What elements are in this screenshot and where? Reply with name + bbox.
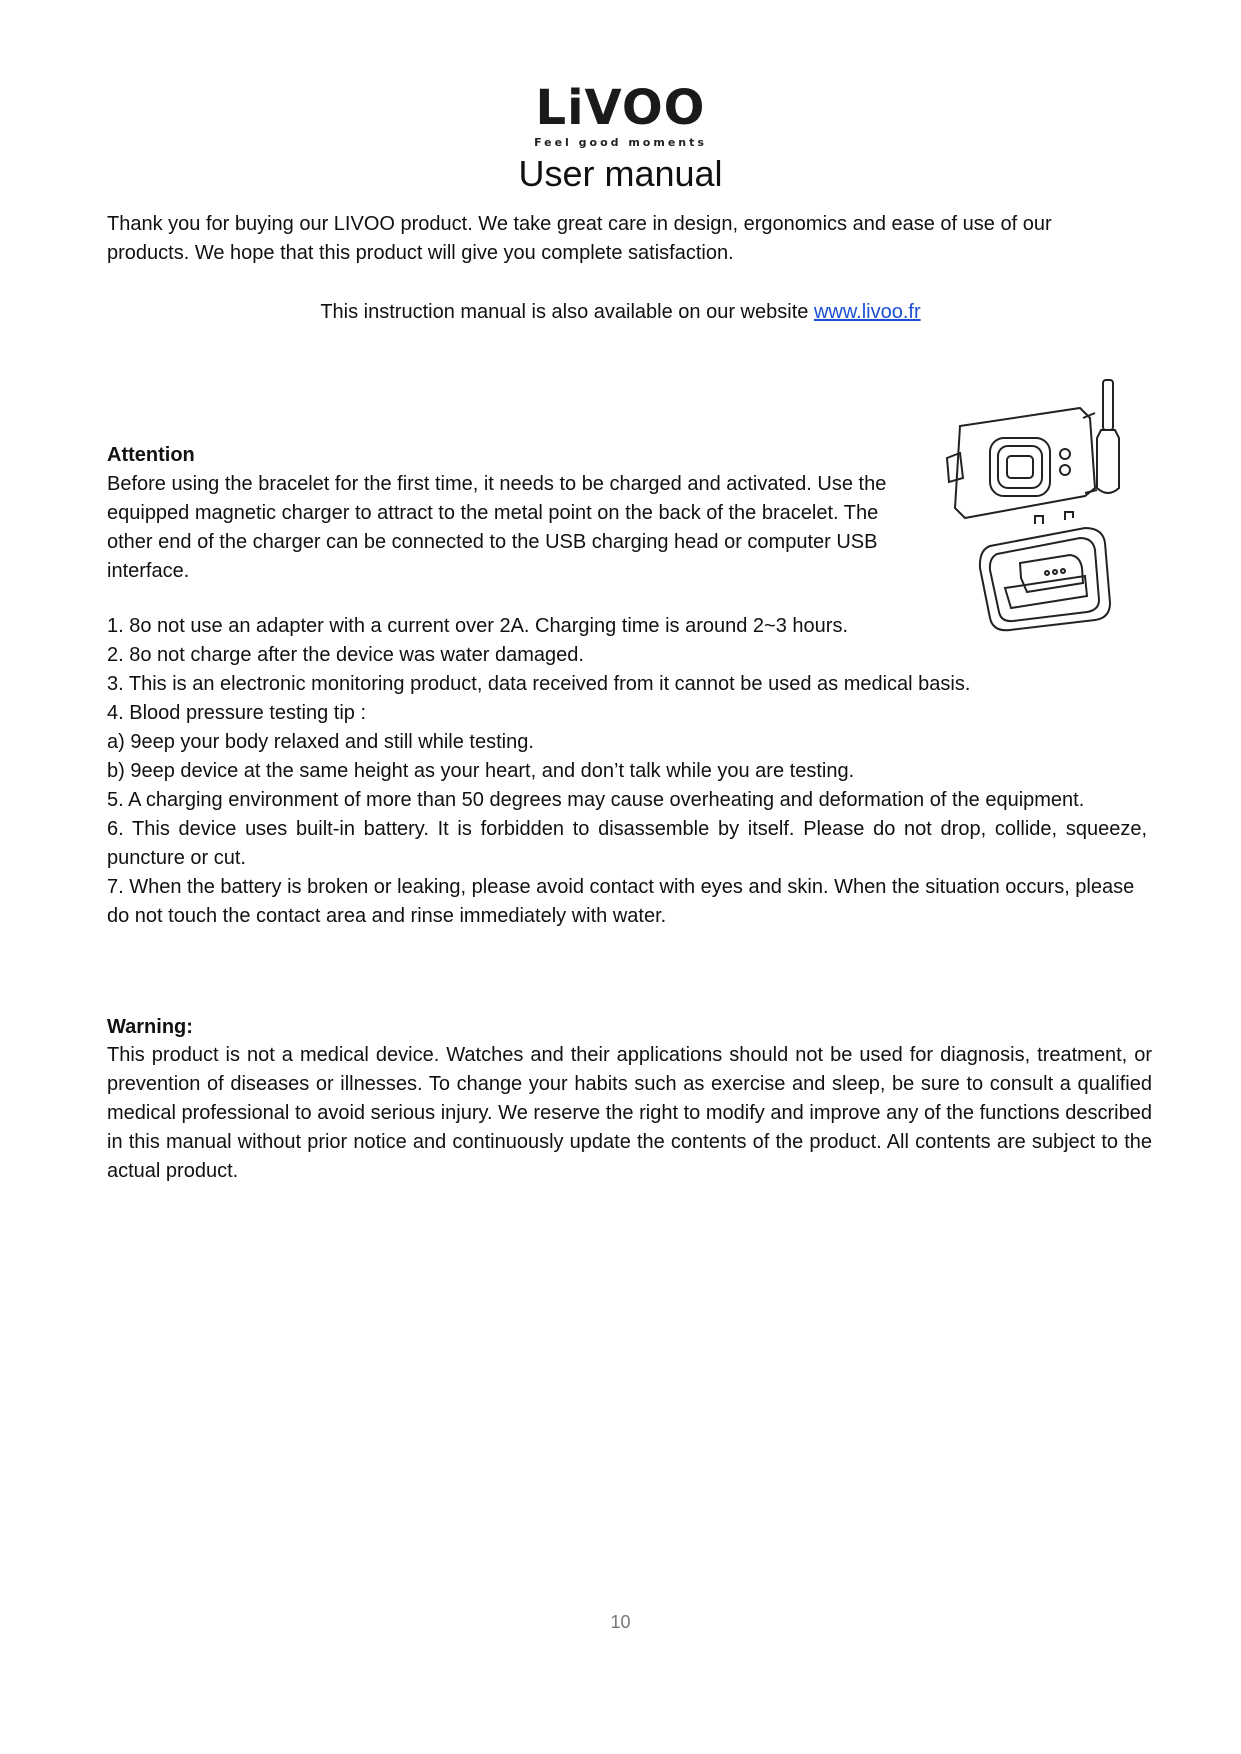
list-item: 6. This device uses built-in battery. It is forbidden to disassemble by itself. Please do not drop, collide, squeeze, puncture or cut.	[107, 818, 1147, 869]
list-item: 7. When the battery is broken or leaking, please avoid contact with eyes and skin. When the situation occurs, please do not touch the contact area and rinse immediately with water.	[107, 876, 1135, 927]
list-item: 2. 8o not charge after the device was water damaged.	[107, 644, 584, 666]
logo-tagline: Feel good moments	[534, 136, 707, 149]
warning-paragraph: This product is not a medical device. Watches and their applications should not be used for diagnosis, treatment, or prevention of diseases or illnesses. To change your habits such as exercise and sleep, be sure to consult a qualified medical professional to avoid serious injury. We reserve the right to modify and improve any of the functions described in this manual without prior notice and continuously update the contents of the product. All contents are subject to the actual product.	[107, 1044, 1152, 1182]
list-item: a) 9eep your body relaxed and still while testing.	[107, 731, 534, 753]
logo-wordmark: LiVOO	[535, 80, 706, 136]
website-prefix: This instruction manual is also available on our website	[320, 301, 814, 323]
livoo-logo	[0, 82, 1241, 149]
intro-paragraph: Thank you for buying our LIVOO product. We take great care in design, ergonomics and ease of use of our products. We hope that this product will give you complete satisfaction.	[107, 213, 1052, 264]
charger-bracelet-illustration-icon	[935, 378, 1155, 653]
attention-paragraph: Before using the bracelet for the first time, it needs to be charged and activated. Use the equipped magnetic charger to attract to the metal point on the back of the bracelet. The other end of the charger can be connected to the USB charging head or computer USB interface.	[107, 473, 887, 582]
page-number: 10	[610, 1612, 631, 1632]
warning-heading: Warning:	[107, 1016, 193, 1038]
website-link[interactable]: www.livoo.fr	[813, 301, 921, 323]
website-line	[0, 298, 1241, 327]
list-item: 1. 8o not use an adapter with a current over 2A. Charging time is around 2~3 hours.	[107, 615, 848, 637]
attention-list	[107, 612, 1147, 931]
list-item: 3. This is an electronic monitoring product, data received from it cannot be used as medical basis.	[107, 673, 971, 695]
attention-heading: Attention	[107, 444, 195, 466]
list-item: 5. A charging environment of more than 50 degrees may cause overheating and deformation of the equipment.	[107, 789, 1085, 811]
page-title: User manual	[518, 153, 723, 194]
list-item: b) 9eep device at the same height as your heart, and don’t talk while you are testing.	[107, 760, 855, 782]
list-item: 4. Blood pressure testing tip :	[107, 702, 367, 724]
